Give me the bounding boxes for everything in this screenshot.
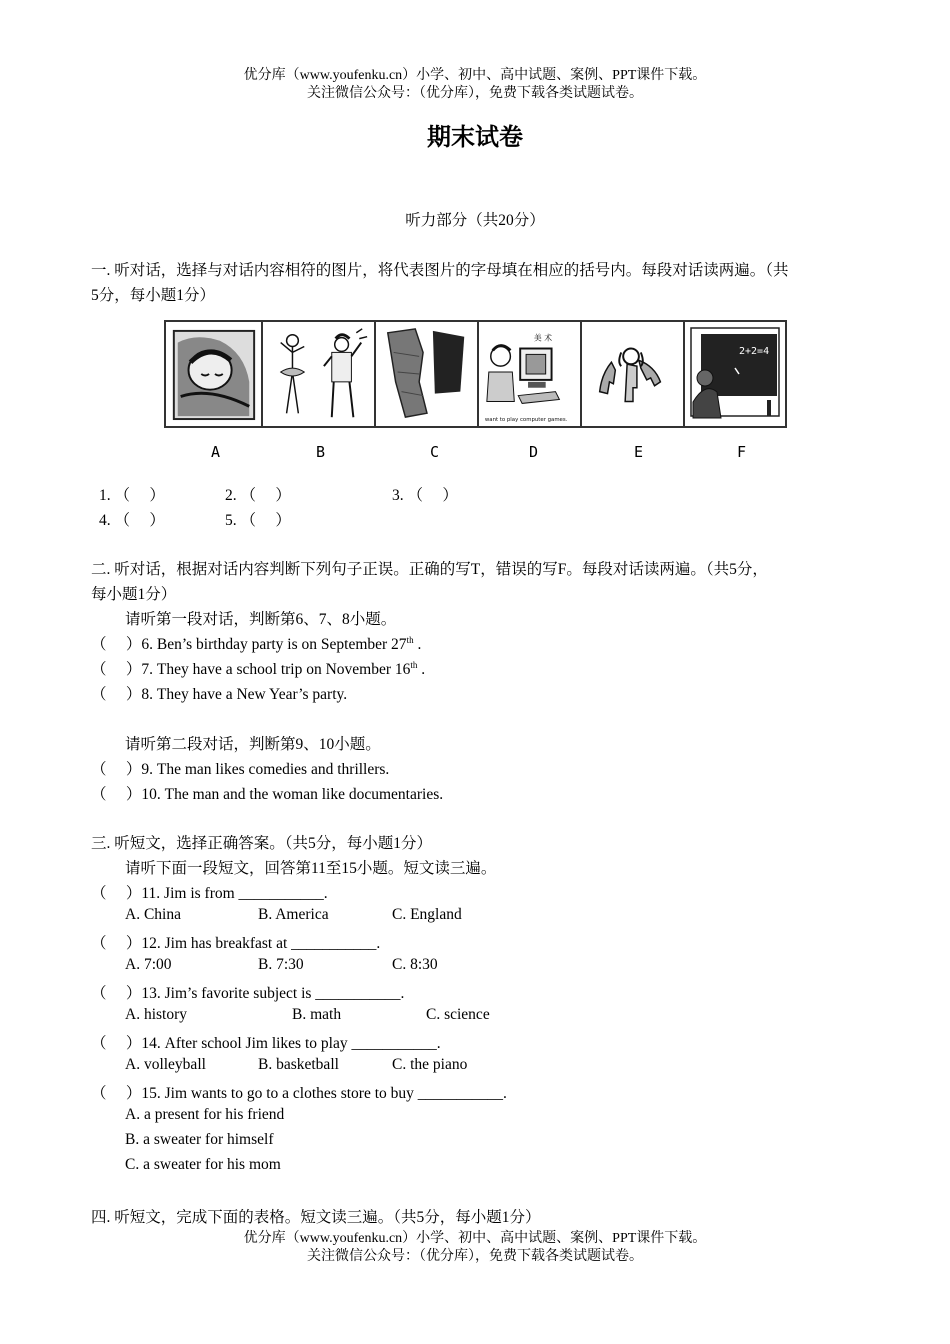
part2-sub1: 请听第一段对话，判断第6、7、8小题。 [125,611,397,628]
picture-d-caption: want to play computer games. [484,417,568,424]
footer-line-2: 关注微信公众号：（优分库），免费下载各类试题试卷。 [307,1249,643,1264]
question-10: （ ）10. The man and the woman like documentaries. [91,786,444,803]
picture-label-b: B [316,443,326,461]
header-line-1: 优分库（www.youfenku.cn）小学、初中、高中试题、案例、PPT课件下载。 [243,68,707,83]
part1-instruction-line2: 5分，每小题1分） [91,287,216,304]
picture-strip [164,320,787,428]
q13-option-b: B. math [292,1006,342,1023]
q15-option-a: A. a present for his friend [125,1106,285,1123]
section-heading: 听力部分（共20分） [405,212,545,229]
part2-sub2: 请听第二段对话，判断第9、10小题。 [125,736,381,753]
picture-label-f: F [737,443,747,461]
q15-option-b: B. a sweater for himself [125,1131,274,1148]
question-14: （ ）14. After school Jim likes to play ___________. [91,1035,441,1052]
q15-option-c: C. a sweater for his mom [125,1156,281,1173]
svg-text:美 术: 美 术 [533,333,553,343]
part3-instruction: 三. 听短文，选择正确答案。（共5分，每小题1分） [91,835,433,852]
blackboard-picture [685,322,785,426]
answer-4[interactable]: 4. （ ） [99,512,165,529]
question-15: （ ）15. Jim wants to go to a clothes store to buy ___________. [91,1085,507,1102]
question-8: （ ）8. They have a New Year’s party. [91,686,348,703]
q14-option-a: A. volleyball [125,1056,206,1073]
footer-line-1: 优分库（www.youfenku.cn）小学、初中、高中试题、案例、PPT课件下载。 [243,1231,707,1246]
computer-games-picture [479,322,582,426]
part4-instruction: 四. 听短文，完成下面的表格。短文读三遍。（共5分，每小题1分） [91,1209,541,1226]
part2-instruction-line1: 二. 听对话，根据对话内容判断下列句子正误。正确的写T，错误的写F。每段对话读两遍。（共5分， [91,561,768,578]
question-11: （ ）11. Jim is from ___________. [91,885,328,902]
q13-option-a: A. history [125,1006,187,1023]
picture-label-e: E [634,443,644,461]
question-7: （ ）7. They have a school trip on November 16th . [91,659,426,678]
question-13: （ ）13. Jim’s favorite subject is ___________. [91,985,405,1002]
ballet-and-singer-picture [263,322,376,426]
answer-1[interactable]: 1. （ ） [99,487,165,504]
keys-picture [582,322,685,426]
answer-2[interactable]: 2. （ ） [225,487,291,504]
q12-option-a: A. 7:00 [125,956,172,973]
answer-3[interactable]: 3. （ ） [392,487,458,504]
blackboard-text: 2+2=4 [739,346,770,357]
q14-option-c: C. the piano [392,1056,468,1073]
q14-option-b: B. basketball [258,1056,339,1073]
q13-option-c: C. science [426,1006,490,1023]
page-title: 期末试卷 [427,125,523,151]
q11-option-c: C. England [392,906,462,923]
q11-option-a: A. China [125,906,181,923]
header-line-2: 关注微信公众号：（优分库），免费下载各类试题试卷。 [307,86,643,101]
q11-option-b: B. America [258,906,329,923]
q12-option-b: B. 7:30 [258,956,304,973]
picture-label-a: A [211,443,221,461]
clothes-picture [376,322,479,426]
answer-5[interactable]: 5. （ ） [225,512,291,529]
part3-sub: 请听下面一段短文，回答第11至15小题。短文读三遍。 [125,860,497,877]
picture-label-c: C [430,443,440,461]
part2-instruction-line2: 每小题1分） [91,586,177,603]
question-9: （ ）9. The man likes comedies and thrillers. [91,761,390,778]
sleeping-boy-picture [166,322,263,426]
question-6: （ ）6. Ben’s birthday party is on September 27th . [91,634,422,653]
question-12: （ ）12. Jim has breakfast at ___________. [91,935,381,952]
q12-option-c: C. 8:30 [392,956,438,973]
part1-instruction-line1: 一. 听对话，选择与对话内容相符的图片，将代表图片的字母填在相应的括号内。每段对话读两遍。（共 [91,262,789,279]
picture-label-d: D [529,443,539,461]
